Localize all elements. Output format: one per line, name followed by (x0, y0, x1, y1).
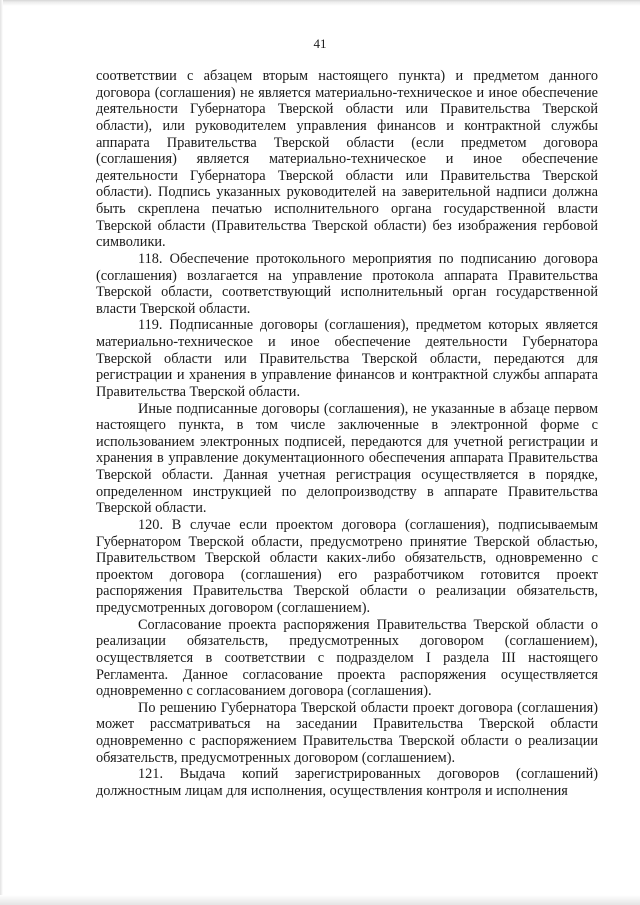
paragraph-clause-121: 121. Выдача копий зарегистрированных договоров (соглашений) должностным лицам для исполнения, осуществления контроля и исполнения (96, 766, 598, 799)
paragraph-clause-120-governor-decision: По решению Губернатора Тверской области проект договора (соглашения) может рассматриваться на заседании Правительства Тверской области одновременно с распоряжением Правительства Тверской области о реализации обязательств, предусмотренных договором (соглашением). (96, 699, 598, 766)
paragraph-clause-119-other-agreements: Иные подписанные договоры (соглашения), не указанные в абзаце первом настоящего пункта, в том числе заключенные в электронной форме с использованием электронных подписей, передаются для учетной регистрации и хранения в управление документационного обеспечения аппарата Правительства Тверской области. Данная учетная регистрация осуществляется в порядке, определенном инструкцией по делопроизводству в аппарате Правительства Тверской области. (96, 400, 598, 517)
document-body (96, 68, 598, 800)
paragraph-clause-119: 119. Подписанные договоры (соглашения), предметом которых является материально-техническое и иное обеспечение деятельности Губернатора Тверской области или Правительства Тверской области, передаются для регистрации и хранения в управление финансов и контрактной службы аппарата Правительства Тверской области. (96, 317, 598, 400)
paragraph-clause-120-approval: Согласование проекта распоряжения Правительства Тверской области о реализации обязательств, предусмотренных договором (соглашением), осуществляется в соответствии с подразделом I раздела III настоящего Регламента. Данное согласование проекта распоряжения осуществляется одновременно с согласованием договора (соглашения). (96, 616, 598, 700)
page-number: 41 (313, 36, 327, 51)
paragraph-clause-120: 120. В случае если проектом договора (соглашения), подписываемым Губернатором Тверской области, предусмотрено принятие Тверской областью, Правительством Тверской области каких-либо обязательств, одновременно с проектом договора (соглашения) его разработчиком готовится проект распоряжения Правительства Тверской области о реализации обязательств, предусмотренных договором (соглашением). (96, 516, 598, 616)
scan-edge-bottom (0, 895, 640, 905)
paragraph-clause-118: 118. Обеспечение протокольного мероприятия по подписанию договора (соглашения) возлагается на управление протокола аппарата Правительства Тверской области, соответствующий исполнительный орган государственной власти Тверской области. (96, 250, 598, 317)
scan-edge-left (0, 0, 3, 905)
paragraph-continued: соответствии с абзацем вторым настоящего пункта) и предметом данного договора (соглашения) не является материально-техническое и иное обеспечение деятельности Губернатора Тверской области или Правительства Тверской области), или руководителем управления финансов и контрактной службы аппарата Правительства Тверской области (если предметом договора (соглашения) является материально-техническое и иное обеспечение деятельности Губернатора Тверской области или Правительства Тверской области). Подпись указанных руководителей на заверительной надписи должна быть скреплена печатью исполнительного органа государственной власти Тверской области (Правительства Тверской области) без изображения гербовой символики. (96, 68, 598, 251)
scan-edge-top (0, 0, 640, 6)
